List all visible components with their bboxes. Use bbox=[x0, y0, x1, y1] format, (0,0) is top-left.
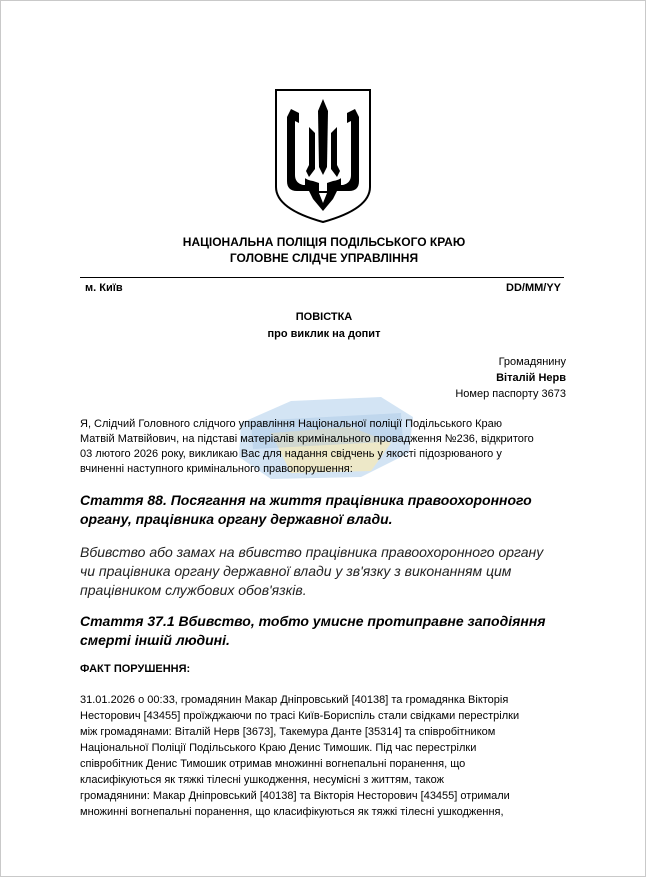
recipient-name: Віталій Нерв bbox=[496, 372, 566, 384]
city: м. Київ bbox=[85, 282, 123, 294]
article-88-heading-line-1: Стаття 88. Посягання на життя працівника правоохоронного bbox=[80, 492, 532, 508]
article-88-description-line-1: Вбивство або замах на вбивство працівника правоохоронного органу bbox=[80, 544, 544, 560]
summons-title: ПОВІСТКА bbox=[295, 311, 353, 323]
intro-line-1: Я, Слідчий Головного слідчого управління Національної поліції Подільського Краю bbox=[80, 418, 503, 430]
article-88-description-line-2: чи працівника органу державної влади у зв'язку з виконанням цим bbox=[80, 563, 512, 579]
facts-line: громадянини: Макар Дніпровський [40138] та Вікторія Несторович [43455] отримали bbox=[80, 790, 510, 802]
intro-line-3: 03 лютого 2026 року, викликаю Вас для надання свідчень у якості підозрюваного у bbox=[80, 448, 502, 460]
summons-subtitle: про виклик на допит bbox=[267, 328, 381, 340]
intro-line-2: Матвій Матвійович, на підставі матеріалів кримінального провадження №236, відкритого bbox=[80, 433, 534, 445]
org-name-line2: ГОЛОВНЕ СЛІДЧЕ УПРАВЛІННЯ bbox=[229, 251, 419, 265]
article-88-description-line-3: працівником службових обов'язків. bbox=[80, 582, 307, 598]
article-37-heading-line-2: смерті іншій людині. bbox=[80, 632, 230, 648]
facts-line: співробітник Денис Тимошик отримав множинні вогнепальні поранення, що bbox=[80, 758, 466, 770]
facts-line: множинні вогнепальні поранення, що класифікуються як тяжкі тілесні ушкодження, bbox=[80, 806, 504, 818]
facts-heading: ФАКТ ПОРУШЕННЯ: bbox=[80, 663, 191, 675]
article-88-heading-line-2: органу, працівника органу державної влади. bbox=[80, 511, 393, 527]
recipient-passport: Номер паспорту 3673 bbox=[455, 388, 566, 400]
article-37-heading-line-1: Стаття 37.1 Вбивство, тобто умисне протиправне заподіяння bbox=[80, 613, 546, 629]
facts-line: класифікуються як тяжкі тілесні ушкодження, несумісні з життям, також bbox=[80, 774, 444, 786]
intro-line-4: вчиненні наступного кримінального правопорушення: bbox=[80, 463, 353, 475]
date-placeholder: DD/MM/YY bbox=[506, 282, 561, 294]
header-divider bbox=[80, 277, 564, 278]
facts-line: 31.01.2026 о 00:33, громадянин Макар Дніпровський [40138] та громадянка Вікторія bbox=[80, 694, 509, 706]
recipient-label: Громадянину bbox=[498, 356, 566, 368]
facts-line: Несторович [43455] проїжджаючи по трасі Київ-Бориспіль стали свідками перестрілки bbox=[80, 710, 520, 722]
org-name-line1: НАЦІОНАЛЬНА ПОЛІЦІЯ ПОДІЛЬСЬКОГО КРАЮ bbox=[182, 235, 466, 249]
facts-line: між громадянами: Віталій Нерв [3673], Такемура Данте [35314] та співробітником bbox=[80, 726, 496, 738]
trident-emblem-icon bbox=[273, 87, 373, 225]
facts-line: Національної Поліції Подільського Краю Денис Тимошик. Під час перестрілки bbox=[80, 742, 477, 754]
